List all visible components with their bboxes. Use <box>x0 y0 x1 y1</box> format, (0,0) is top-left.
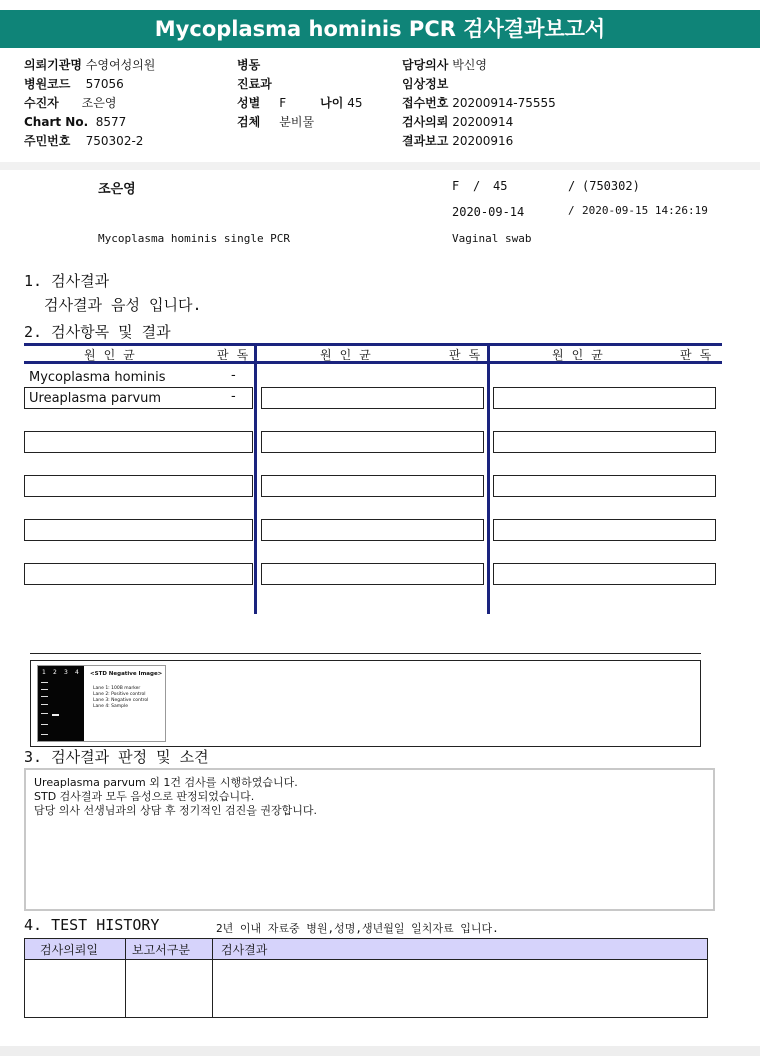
gel-legend-item: Lane 3: Negative control <box>93 698 149 703</box>
report-title: Mycoplasma hominis PCR 검사결과보고서 <box>0 10 760 48</box>
header-separator <box>0 162 760 170</box>
patient-value: 조은영 <box>81 96 117 110</box>
empty-row-cell <box>261 431 484 453</box>
result-row-2-cell-2 <box>261 387 484 409</box>
empty-row-cell <box>24 519 253 541</box>
gel-lane-2-label: 2 <box>53 669 57 676</box>
history-col-request-date: 검사의뢰일 <box>40 943 98 957</box>
specimen-value: 분비물 <box>279 115 315 129</box>
summary-specimen: Vaginal swab <box>452 232 532 245</box>
gel-top-rule <box>30 653 701 654</box>
empty-row-cell <box>24 475 253 497</box>
result-value: 20200916 <box>452 134 514 148</box>
gel-band <box>52 714 59 716</box>
empty-row-cell <box>24 431 253 453</box>
table-divider-2 <box>487 343 490 614</box>
summary-test-name: Mycoplasma hominis single PCR <box>98 232 291 245</box>
summary-slash-1: / <box>473 179 481 193</box>
gel-legend-item: Lane 4: Sample <box>93 704 128 709</box>
empty-row-cell <box>261 563 484 585</box>
col1-pathogen-header: 원인균 <box>84 348 143 362</box>
gel-lane-3-label: 3 <box>64 669 68 676</box>
request-value: 20200914 <box>452 115 514 129</box>
doctor-label: 담당의사 <box>402 58 449 72</box>
chart-label: Chart No. <box>24 115 89 129</box>
col2-judgement-header: 판독 <box>449 348 489 362</box>
clinical-label: 임상정보 <box>402 77 449 91</box>
request-label: 검사의뢰 <box>402 115 449 129</box>
section3-heading: 3. 검사결과 판정 및 소견 <box>24 748 209 766</box>
summary-age: 45 <box>493 179 508 193</box>
section1-result-text: 검사결과 음성 입니다. <box>44 296 202 314</box>
result-row-1-name: Mycoplasma hominis <box>29 370 166 385</box>
summary-sex: F <box>452 179 460 193</box>
empty-row-cell <box>261 475 484 497</box>
patient-label: 수진자 <box>24 96 59 110</box>
opinion-line-3: 담당 의사 선생님과의 상담 후 정기적인 검진을 권장합니다. <box>34 804 317 817</box>
gel-band <box>41 734 48 735</box>
gel-lane-1-label: 1 <box>42 669 46 676</box>
hospital-code-label: 병원코드 <box>24 77 71 91</box>
summary-birth: (750302) <box>582 179 640 193</box>
summary-slash-2: / <box>568 179 576 193</box>
col3-judgement-header: 판독 <box>680 348 720 362</box>
result-row-2-value: - <box>231 389 236 404</box>
sex-value: F <box>279 96 287 110</box>
empty-row-cell <box>493 431 716 453</box>
history-col-report-type: 보고서구분 <box>132 943 190 957</box>
empty-row-cell <box>493 519 716 541</box>
result-label: 결과보고 <box>402 134 449 148</box>
section2-heading: 2. 검사항목 및 결과 <box>24 323 171 341</box>
chart-value: 8577 <box>95 115 127 129</box>
test-history-col-divider <box>125 939 126 1017</box>
gel-band <box>41 689 48 690</box>
test-history-header <box>25 939 707 960</box>
opinion-box <box>24 768 715 911</box>
result-row-1-value: - <box>231 368 236 383</box>
history-col-result: 검사결과 <box>221 943 268 957</box>
gel-lane-4-label: 4 <box>75 669 79 676</box>
header-info-left <box>24 56 155 151</box>
empty-row-cell <box>493 563 716 585</box>
test-history-col-divider <box>212 939 213 1017</box>
result-row-2-cell-3 <box>493 387 716 409</box>
col3-pathogen-header: 원인균 <box>552 348 611 362</box>
gel-band <box>41 724 48 725</box>
empty-row-cell <box>24 563 253 585</box>
col1-judgement-header: 판독 <box>217 348 257 362</box>
institution-value: 수영여성의원 <box>85 58 156 72</box>
opinion-line-1: Ureaplasma parvum 외 1건 검사를 시행하였습니다. <box>34 776 298 789</box>
age-label: 나이 <box>320 96 344 110</box>
bottom-bar <box>0 1046 760 1056</box>
opinion-line-2: STD 검사결과 모두 음성으로 판정되었습니다. <box>34 790 255 803</box>
empty-row-cell <box>493 475 716 497</box>
gel-band <box>41 704 48 705</box>
hospital-code-value: 57056 <box>85 77 124 91</box>
sex-label: 성별 <box>237 96 261 110</box>
receipt-value: 20200914-75555 <box>452 96 556 110</box>
age-value: 45 <box>347 96 363 110</box>
ward-label: 병동 <box>237 58 261 72</box>
resident-value: 750302-2 <box>85 134 144 148</box>
summary-name: 조은영 <box>98 182 136 197</box>
empty-row-cell <box>261 519 484 541</box>
gel-image <box>37 665 166 742</box>
test-history-table <box>24 938 708 1018</box>
summary-request-date: 2020-09-14 <box>452 205 525 219</box>
result-row-2-name: Ureaplasma parvum <box>29 391 162 406</box>
institution-label: 의뢰기관명 <box>24 58 82 72</box>
receipt-label: 접수번호 <box>402 96 449 110</box>
gel-title: <STD Negative Image> <box>90 671 163 677</box>
header-info-middle <box>237 56 362 132</box>
dept-label: 진료과 <box>237 77 272 91</box>
summary-slash-3: / <box>568 204 575 217</box>
header-info-right <box>402 56 556 151</box>
summary-report-datetime: 2020-09-15 14:26:19 <box>582 204 708 217</box>
table-divider-1 <box>254 343 257 614</box>
specimen-label: 검체 <box>237 115 261 129</box>
gel-lane-area <box>38 666 84 741</box>
gel-band <box>41 696 48 697</box>
resident-label: 주민번호 <box>24 134 71 148</box>
col2-pathogen-header: 원인균 <box>320 348 379 362</box>
section4-note: 2년 이내 자료중 병원,성명,생년월일 일치자료 입니다. <box>216 922 499 935</box>
section4-heading: 4. TEST HISTORY <box>24 916 160 934</box>
gel-legend <box>93 686 148 710</box>
gel-band <box>41 713 48 714</box>
gel-band <box>41 682 48 683</box>
gel-legend-item: Lane 2: Positive control <box>93 692 146 697</box>
section1-heading: 1. 검사결과 <box>24 272 110 290</box>
gel-legend-item: Lane 1: 100B marker <box>93 686 141 691</box>
doctor-value: 박신영 <box>452 58 487 72</box>
